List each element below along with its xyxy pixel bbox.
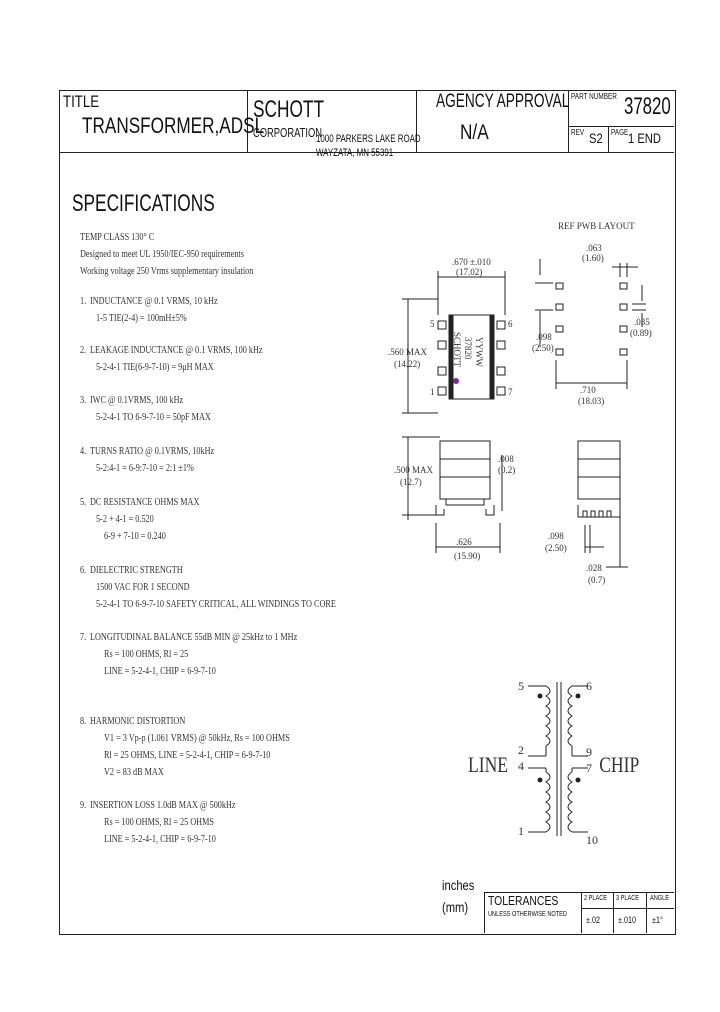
pin-pad xyxy=(497,341,505,349)
tolerance-table-left xyxy=(484,892,485,933)
spec-item-title: DC RESISTANCE OHMS MAX xyxy=(90,497,200,508)
dim-label: .028 xyxy=(586,563,602,573)
pin-pad xyxy=(497,367,505,375)
tolerance-col-value: ±.010 xyxy=(618,915,636,925)
agency-approval-value: N/A xyxy=(460,121,489,144)
package-top-view-edge xyxy=(490,315,494,399)
spec-item-title: TURNS RATIO @ 0.1VRMS, 10kHz xyxy=(90,446,215,457)
spec-item-line: LINE = 5-2-4-1, CHIP = 6-9-7-10 xyxy=(104,666,216,677)
dim-label: (14.22) xyxy=(394,359,421,369)
spec-item-number: 3. xyxy=(80,395,87,406)
spec-item-line: 5-2-4-1 TO 6-9-7-10 SAFETY CRITICAL, ALL WINDINGS TO CORE xyxy=(96,599,336,610)
mechanical-drawing xyxy=(380,215,670,595)
spec-item-number: 7. xyxy=(80,632,87,643)
pin-label: 6 xyxy=(586,679,592,693)
tolerance-table-col xyxy=(646,892,647,933)
pin-label: 4 xyxy=(518,759,524,773)
pin-label: 10 xyxy=(586,833,598,847)
pin-pad xyxy=(438,367,446,375)
schematic-diagram xyxy=(460,672,640,852)
spec-item-number: 5. xyxy=(80,497,87,508)
part-number: 37820 xyxy=(624,93,671,120)
tolerance-table-col xyxy=(613,892,614,933)
agency-approval-label: AGENCY APPROVAL xyxy=(436,91,570,112)
spec-item-title: IWC @ 0.1VRMS, 100 kHz xyxy=(90,395,184,406)
address-line-1: 1000 PARKERS LAKE ROAD xyxy=(316,133,421,145)
spec-item-line: 6-9 + 7-10 = 0.240 xyxy=(104,531,166,542)
chip-winding-lower xyxy=(568,772,572,832)
line-winding-upper xyxy=(546,686,550,746)
tolerances-subheading: UNLESS OTHERWISE NOTED xyxy=(488,911,567,918)
rev-label: REV xyxy=(571,128,585,137)
spec-item-line: Rs = 100 OHMS, Rl = 25 xyxy=(104,649,189,660)
spec-item-line: 5-2:4-1 = 6-9:7-10 = 2:1 ±1% xyxy=(96,463,194,474)
part-number-label: PART NUMBER xyxy=(571,92,617,101)
dim-label: (12.7) xyxy=(400,477,422,487)
pin-label: 2 xyxy=(518,743,524,757)
title-block-divider-4 xyxy=(608,126,609,152)
dim-label: (2.50) xyxy=(532,343,554,353)
spec-intro-line: TEMP CLASS 130° C xyxy=(80,232,155,243)
dim-label: (0.89) xyxy=(630,328,652,338)
pin-pad xyxy=(497,387,505,395)
title-label: TITLE xyxy=(63,92,100,111)
spec-item-line: Rl = 25 OHMS, LINE = 5-2-4-1, CHIP = 6-9-7-10 xyxy=(104,750,271,761)
pin-pad xyxy=(497,321,505,329)
dim-label: .670 ±.010 xyxy=(452,257,491,267)
dim-label: .008 xyxy=(498,454,514,464)
marking-text: 37820 xyxy=(463,337,473,360)
title-block-mid-rule xyxy=(568,126,674,127)
spec-intro-line: Working voltage 250 Vrms supplementary insulation xyxy=(80,266,254,277)
line-label: LINE xyxy=(468,753,509,778)
dim-label: .098 xyxy=(536,332,552,342)
spec-item-line: 5-2 + 4-1 = 0.520 xyxy=(96,514,154,525)
spec-item-line: 5-2-4-1 TIE(6-9-7-10) = 9μH MAX xyxy=(96,362,214,373)
tolerance-col-label: 2 PLACE xyxy=(584,895,608,902)
spec-item-number: 9. xyxy=(80,800,87,811)
dim-label: (0.2) xyxy=(498,465,516,475)
polarity-dot xyxy=(576,694,581,699)
dim-label: .098 xyxy=(548,531,564,541)
dim-label: .035 xyxy=(634,317,650,327)
polarity-dot xyxy=(576,778,581,783)
spec-item-number: 2. xyxy=(80,345,87,356)
spec-item-line: LINE = 5-2-4-1, CHIP = 6-9-7-10 xyxy=(104,834,216,845)
marking-text: SCHOTT xyxy=(452,332,462,368)
pin-one-dot xyxy=(453,378,459,384)
spec-item-title: DIELECTRIC STRENGTH xyxy=(90,565,183,576)
dim-label: (17.02) xyxy=(456,267,483,277)
specifications-heading: SPECIFICATIONS xyxy=(72,190,215,217)
spec-item-title: HARMONIC DISTORTION xyxy=(90,716,186,727)
marking-text: YYWW xyxy=(474,337,484,367)
company-name: SCHOTT xyxy=(253,96,325,123)
rev-value: S2 xyxy=(589,130,603,146)
package-end-view-body xyxy=(578,441,620,499)
spec-item-title: INSERTION LOSS 1.0dB MAX @ 500kHz xyxy=(90,800,236,811)
pin-pad xyxy=(438,387,446,395)
tolerance-table-mid xyxy=(581,908,674,909)
pin-label: 1 xyxy=(518,824,524,838)
dim-label: (1.60) xyxy=(582,253,604,263)
spec-item-number: 1. xyxy=(80,296,87,307)
dim-label: .063 xyxy=(586,243,602,253)
chip-label: CHIP xyxy=(599,753,640,778)
spec-item-line: V2 = 83 dB MAX xyxy=(104,767,164,778)
spec-item-number: 6. xyxy=(80,565,87,576)
units-label: inches xyxy=(442,877,475,893)
dim-label: (0.7) xyxy=(588,575,606,585)
part-title: TRANSFORMER,ADSL xyxy=(82,113,265,138)
tolerance-col-value: ±.02 xyxy=(586,915,600,925)
dim-label: .500 MAX xyxy=(394,465,434,475)
page-value: 1 END xyxy=(628,130,661,146)
pin-label: 5 xyxy=(430,319,435,329)
spec-item-title: LONGITUDINAL BALANCE 55dB MIN @ 25kHz to 1 MHz xyxy=(90,632,298,643)
pin-label: 6 xyxy=(508,319,513,329)
package-side-view-body xyxy=(440,441,490,499)
address-line-2: WAYZATA, MN 55391 xyxy=(316,147,394,159)
pin-label: 5 xyxy=(518,679,524,693)
spec-item-title: LEAKAGE INDUCTANCE @ 0.1 VRMS, 100 kHz xyxy=(90,345,263,356)
tolerance-col-label: ANGLE xyxy=(650,895,669,902)
dim-label: .626 xyxy=(456,537,472,547)
tolerances-heading: TOLERANCES xyxy=(488,893,559,908)
spec-intro-line: Designed to meet UL 1950/IEC-950 requirements xyxy=(80,249,244,260)
pin-label: 1 xyxy=(430,387,435,397)
pin-label: 7 xyxy=(586,761,592,775)
spec-item-line: 5-2-4-1 TO 6-9-7-10 = 50pF MAX xyxy=(96,412,211,423)
company-subname: CORPORATION xyxy=(253,125,322,140)
spec-item-line: 1500 VAC FOR 1 SECOND xyxy=(96,582,190,593)
dim-label: (15.90) xyxy=(454,551,481,561)
pin-pad xyxy=(438,341,446,349)
spec-item-number: 4. xyxy=(80,446,87,457)
dim-label: (2.50) xyxy=(545,543,567,553)
units-label-mm: (mm) xyxy=(442,899,469,915)
pin-label: 7 xyxy=(508,387,513,397)
tolerance-col-value: ±1° xyxy=(652,915,663,925)
dim-label: .710 xyxy=(580,385,596,395)
tolerance-table-col xyxy=(581,892,582,933)
tolerance-col-label: 3 PLACE xyxy=(616,895,640,902)
spec-item-line: Rs = 100 OHMS, Rl = 25 OHMS xyxy=(104,817,214,828)
dim-label: .560 MAX xyxy=(388,347,428,357)
pin-label: 9 xyxy=(586,745,592,759)
polarity-dot xyxy=(538,778,543,783)
line-winding-lower xyxy=(546,772,550,832)
chip-winding-upper xyxy=(568,686,572,746)
spec-item-title: INDUCTANCE @ 0.1 VRMS, 10 kHz xyxy=(90,296,218,307)
spec-item-line: 1-5 TIE(2-4) = 100mH±5% xyxy=(96,313,187,324)
pin-pad xyxy=(438,321,446,329)
spec-item-number: 8. xyxy=(80,716,87,727)
page-label: PAGE xyxy=(611,128,629,137)
dim-label: (18.03) xyxy=(578,396,605,406)
pwb-layout-label: REF PWB LAYOUT xyxy=(558,221,635,231)
spec-item-line: V1 = 3 Vp-p (1.061 VRMS) @ 50kHz, Rs = 100 OHMS xyxy=(104,733,290,744)
polarity-dot xyxy=(538,694,543,699)
